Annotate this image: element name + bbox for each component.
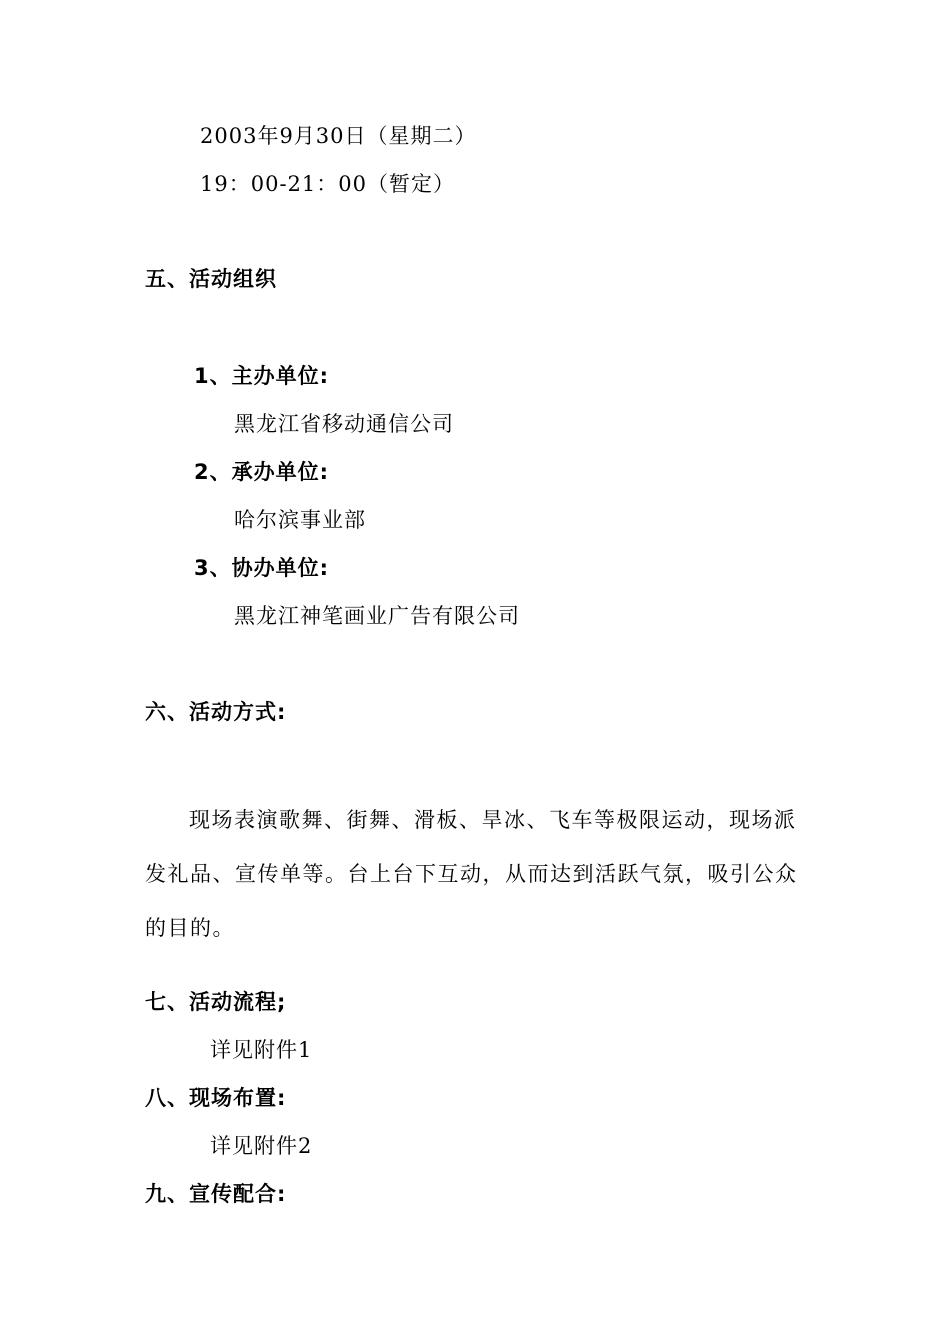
section-7-detail: 详见附件1 <box>210 1038 313 1062</box>
section-8-heading: 八、现场布置: <box>145 1086 287 1110</box>
organizer-value: 黑龙江省移动通信公司 <box>234 412 454 436</box>
organizer-label: 1、主办单位: <box>194 364 330 388</box>
section-8-detail: 详见附件2 <box>210 1134 313 1158</box>
section-9-heading: 九、宣传配合: <box>145 1182 287 1206</box>
co-organizer-value: 黑龙江神笔画业广告有限公司 <box>234 604 520 628</box>
co-organizer-label: 3、协办单位: <box>194 556 330 580</box>
section-7-heading: 七、活动流程; <box>145 990 287 1014</box>
undertaker-value: 哈尔滨事业部 <box>234 508 366 532</box>
event-date: 2003年9月30日（星期二） <box>200 124 477 148</box>
section-5-heading: 五、活动组织 <box>145 267 277 291</box>
undertaker-label: 2、承办单位: <box>194 460 330 484</box>
event-time: 19：00-21：00（暂定） <box>200 172 455 196</box>
section-6-paragraph: 现场表演歌舞、街舞、滑板、旱冰、飞车等极限运动，现场派发礼品、宣传单等。台上台下互动，从而达到活跃气氛，吸引公众的目的。 <box>145 808 798 940</box>
section-6-heading: 六、活动方式: <box>145 700 287 724</box>
